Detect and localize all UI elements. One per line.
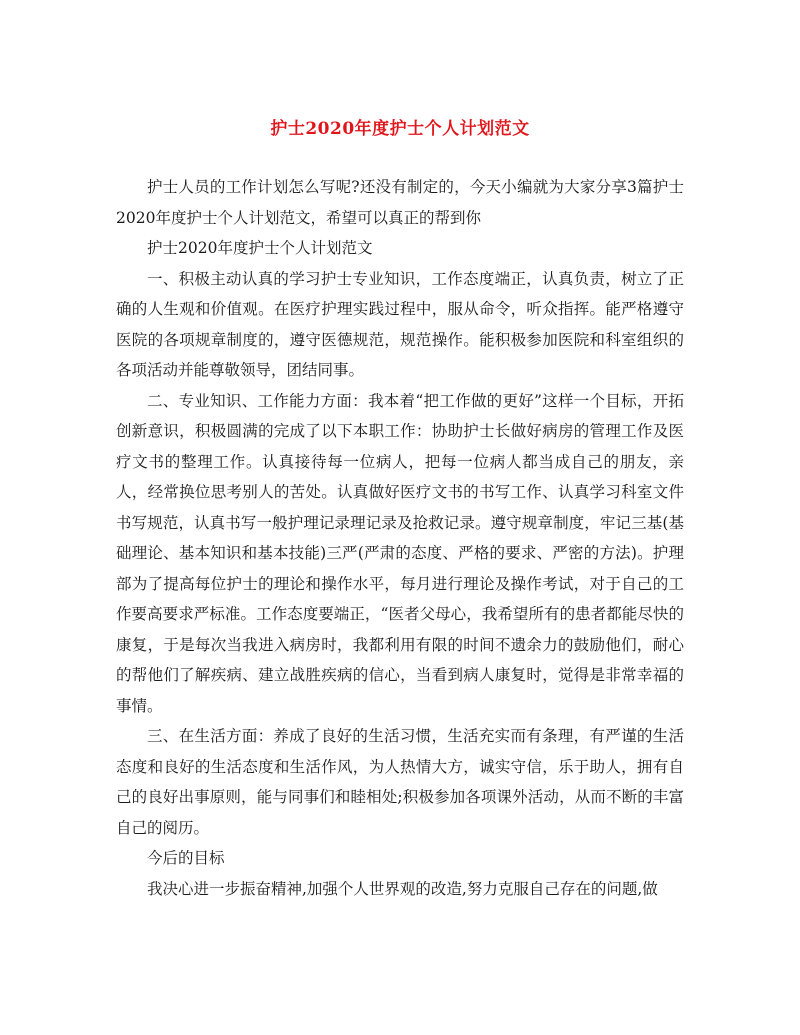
paragraph-subtitle: 护士2020年度护士个人计划范文 xyxy=(147,239,373,257)
paragraph-section-one: 一、积极主动认真的学习护士专业知识，工作态度端正，认真负责，树立了正确的人生观和价值观。在医疗护理实践过程中，服从命令，听众指挥。能严格遵守医院的各项规章制度的，遵守医德规范，规范操作。能积极参加医院和科室组织的各项活动并能尊敬领导，团结同事。 xyxy=(116,269,684,379)
paragraph-intro: 护士人员的工作计划怎么写呢?还没有制定的，今天小编就为大家分享3篇护士2020年度护士个人计划范文，希望可以真正的帮到你 xyxy=(116,178,684,227)
paragraph-section-two: 二、专业知识、工作能力方面：我本着“把工作做的更好”这样一个目标，开拓创新意识，积极圆满的完成了以下本职工作：协助护士长做好病房的管理工作及医疗文书的整理工作。认真接待每一位病人，把每一位病人都当成自己的朋友，亲人，经常换位思考别人的苦处。认真做好医疗文书的书写工作、认真学习科室文件书写规范，认真书写一般护理记录理记录及抢救记录。遵守规章制度，牢记三基(基础理论、基本知识和基本技能)三严(严肃的态度、严格的要求、严密的方法)。护理部为了提高每位护士的理论和操作水平，每月进行理论及操作考试，对于自己的工作要高要求严标准。工作态度要端正，“医者父母心，我希望所有的患者都能尽快的康复，于是每次当我进入病房时，我都利用有限的时间不遗余力的鼓励他们，耐心的帮他们了解疾病、建立战胜疾病的信心，当看到病人康复时，觉得是非常幸福的事情。 xyxy=(116,391,684,715)
document-body xyxy=(116,172,684,904)
paragraph-future-goals: 我决心进一步振奋精神,加强个人世界观的改造,努力克服自己存在的问题,做 xyxy=(147,879,658,898)
paragraph-section-three: 三、在生活方面：养成了良好的生活习惯，生活充实而有条理，有严谨的生活态度和良好的生活态度和生活作风，为人热情大方，诚实守信，乐于助人，拥有自己的良好出事原则，能与同事们和睦相处;积极参加各项课外活动，从而不断的丰富自己的阅历。 xyxy=(116,727,684,837)
paragraph-future-goals-heading: 今后的目标 xyxy=(147,849,225,867)
document-title: 护士2020年度护士个人计划范文 xyxy=(270,119,530,139)
